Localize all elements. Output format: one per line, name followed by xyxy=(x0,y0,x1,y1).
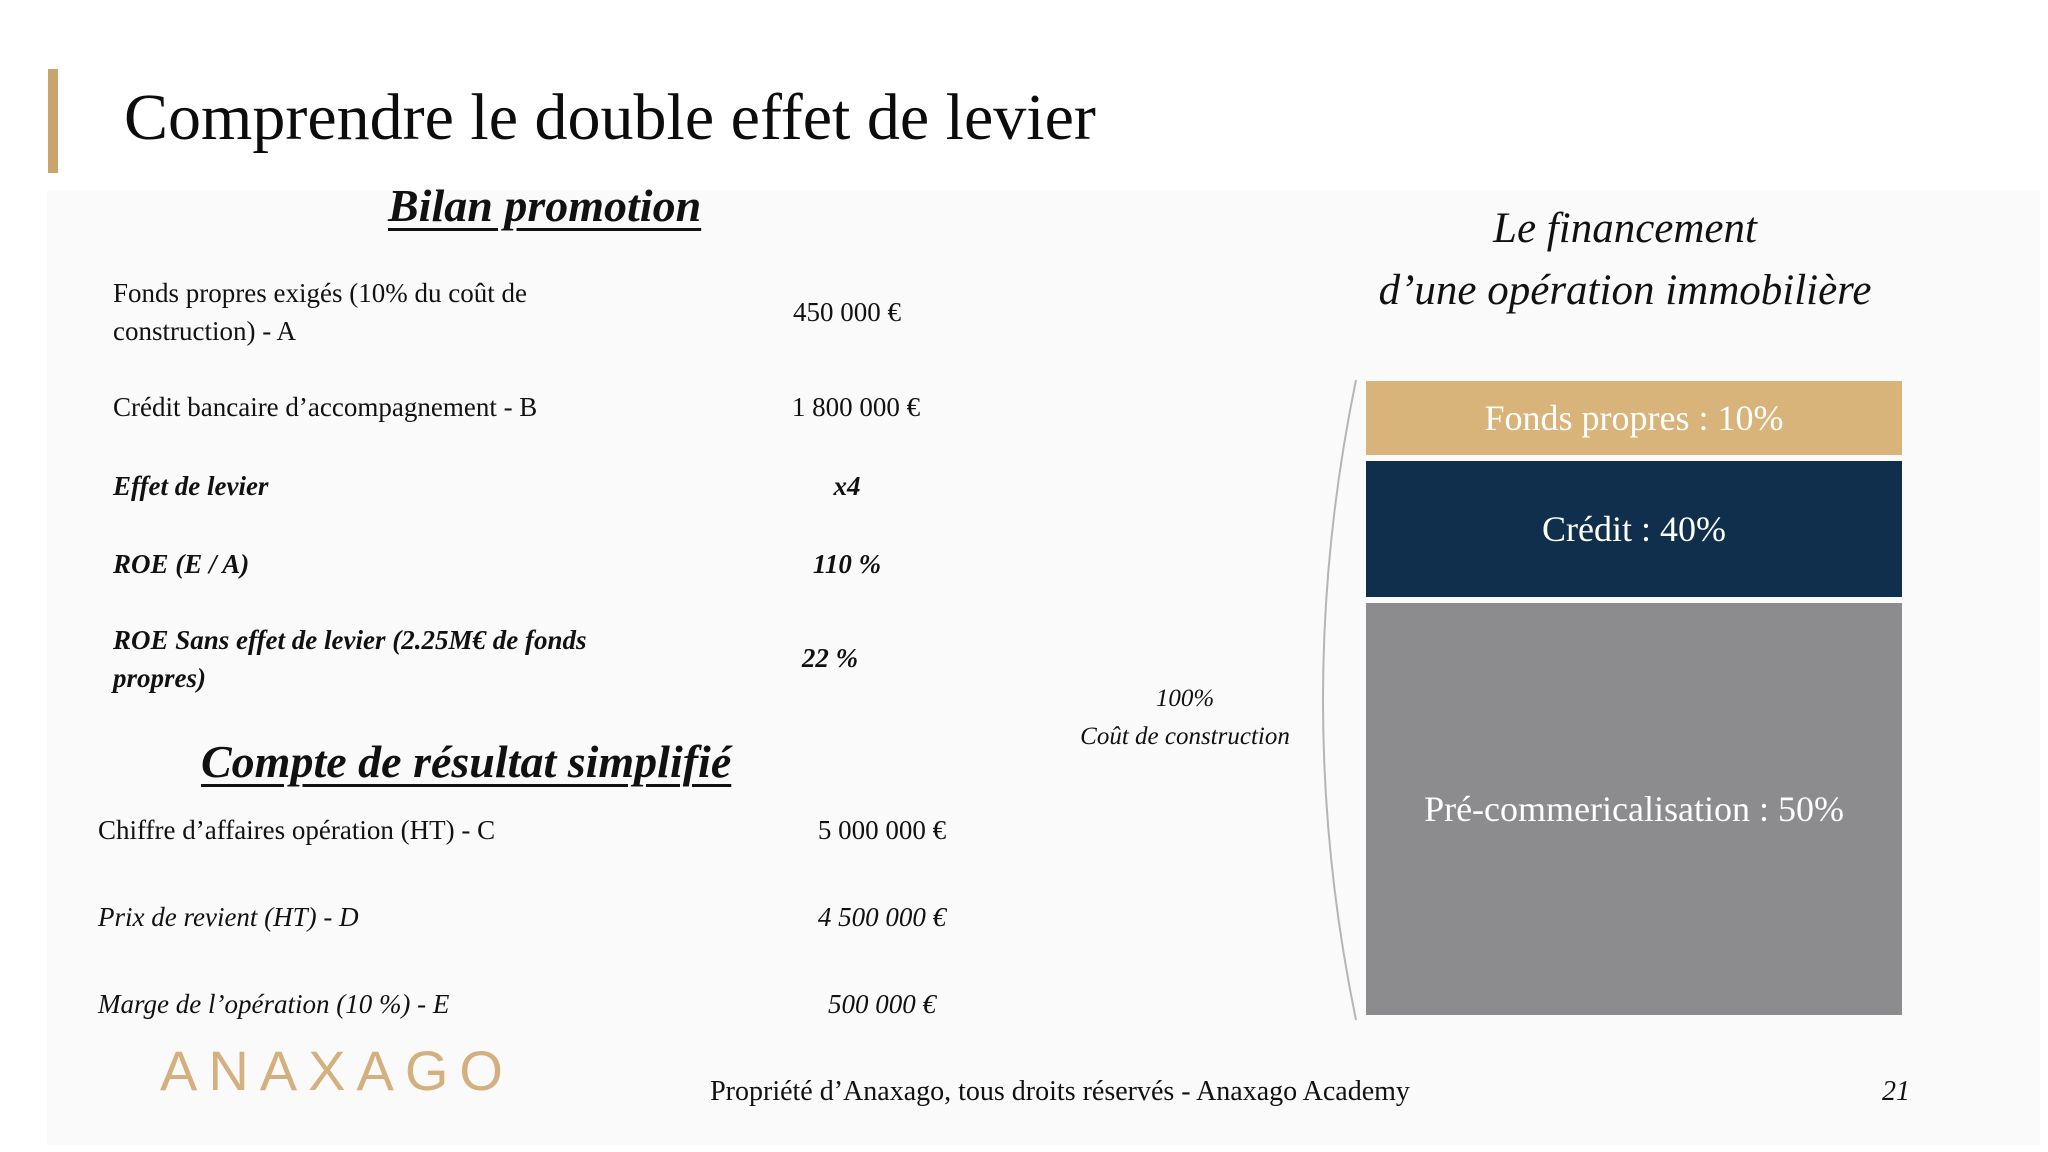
financing-title xyxy=(1340,198,1910,322)
compte-row-label: Prix de revient (HT) - D xyxy=(98,902,359,932)
bilan-row-label: ROE (E / A) xyxy=(113,549,250,579)
total-percent: 100% xyxy=(1155,685,1215,712)
financing-title-line: d’une opération immobilière xyxy=(1378,267,1872,314)
bar-segment-credit xyxy=(1366,461,1902,597)
total-cost-label xyxy=(1060,680,1310,756)
bilan-row-label: Fonds propres exigés (10% du coût de construction) - A xyxy=(113,278,527,346)
title-accent-bar xyxy=(48,69,58,173)
compte-row-label: Marge de l’opération (10 %) - E xyxy=(98,989,450,1019)
compte-row-value: 4 500 000 € xyxy=(817,902,947,932)
bar-segment-presales xyxy=(1366,603,1902,1015)
total-caption: Coût de construction xyxy=(1080,723,1290,750)
bilan-section-title: Bilan promotion xyxy=(388,180,702,231)
compte-section-title: Compte de résultat simplifié xyxy=(201,736,732,787)
bar-segment-equity xyxy=(1366,381,1902,455)
bilan-row-value: 22 % xyxy=(801,643,859,673)
bar-segment-label: Pré-commericalisation : 50% xyxy=(1424,789,1844,829)
bilan-row-label: ROE Sans effet de levier (2.25M€ de fonds propres) xyxy=(113,625,587,693)
slide-title: Comprendre le double effet de levier xyxy=(124,81,1096,154)
financing-title-line: Le financement xyxy=(1493,205,1757,252)
bilan-row-value: 450 000 € xyxy=(793,297,901,327)
footer-text: Propriété d’Anaxago, tous droits réservés - Anaxago Academy xyxy=(710,1076,1410,1107)
page-number: 21 xyxy=(1882,1076,1910,1107)
total-brace xyxy=(1300,380,1370,1020)
bilan-row-value: x4 xyxy=(833,471,861,501)
bilan-row-label: Effet de levier xyxy=(113,471,269,501)
compte-row-value: 5 000 000 € xyxy=(817,815,947,845)
anaxago-logo: ANAXAGO xyxy=(160,1039,514,1102)
compte-row-value: 500 000 € xyxy=(828,989,936,1019)
bar-segment-label: Crédit : 40% xyxy=(1542,509,1726,549)
bilan-row-label: Crédit bancaire d’accompagnement - B xyxy=(113,392,538,422)
compte-row-label: Chiffre d’affaires opération (HT) - C xyxy=(98,815,496,845)
bar-segment-label: Fonds propres : 10% xyxy=(1484,398,1784,438)
bilan-row-value: 110 % xyxy=(812,549,882,579)
bilan-row-value: 1 800 000 € xyxy=(791,392,921,422)
